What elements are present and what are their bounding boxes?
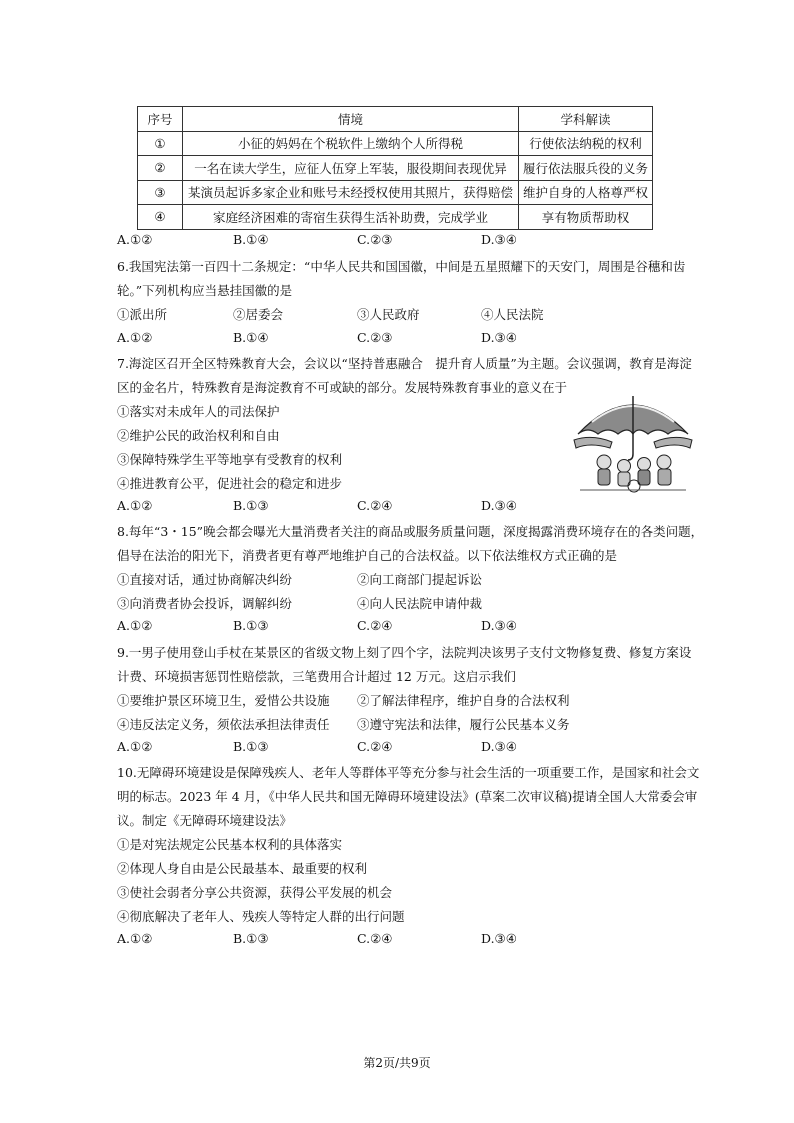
q6-item: ③人民政府 xyxy=(357,307,420,322)
header-cell: 情境 xyxy=(183,107,519,132)
q7-item: ②维护公民的政治权利和自由 xyxy=(117,428,280,443)
table-cell: 行使依法纳税的权利 xyxy=(519,131,653,156)
q9-item: ①要维护景区环境卫生，爱惜公共设施 xyxy=(117,693,330,708)
q10-item: ③使社会弱者分享公共资源，获得公平发展的机会 xyxy=(117,885,393,900)
header-cell: 学科解读 xyxy=(519,107,653,132)
q10-item: ④彻底解决了老年人、残疾人等特定人群的出行问题 xyxy=(117,909,405,924)
q8-item: ③向消费者协会投诉，调解纠纷 xyxy=(117,596,293,611)
q6-option-d: D.③④ xyxy=(481,330,517,345)
q10-stem-line: 10.无障碍环境建设是保障残疾人、老年人等群体平等充分参与社会生活的一项重要工作，是国家和社会文 xyxy=(117,765,700,780)
q10-option-c: C.②④ xyxy=(357,931,393,946)
q8-stem-line: 倡导在法治的阳光下，消费者更有尊严地维护自己的合法权益。以下依法维权方式正确的是 xyxy=(117,548,618,563)
q7-option-d: D.③④ xyxy=(481,498,517,513)
q9-item: ③遵守宪法和法律，履行公民基本义务 xyxy=(357,717,570,732)
q8-item: ④向人民法院申请仲裁 xyxy=(357,596,483,611)
q7-option-c: C.②④ xyxy=(357,498,393,513)
q10-stem-line: 明的标志。2023 年 4 月，《中华人民共和国无障碍环境建设法》(草案二次审议稿)提请全国人大常委会审 xyxy=(117,789,698,804)
q10-option-a: A.①② xyxy=(117,931,153,946)
q10-stem-line: 议。制定《无障碍环境建设法》 xyxy=(117,813,293,828)
q10-item: ②体现人身自由是公民最基本、最重要的权利 xyxy=(117,861,368,876)
q9-option-d: D.③④ xyxy=(481,739,517,754)
q6-stem-line: 6.我国宪法第一百四十二条规定：“中华人民共和国国徽，中间是五星照耀下的天安门，周围是谷穗和齿 xyxy=(117,259,686,274)
table-cell: ③ xyxy=(138,180,183,205)
table-row xyxy=(138,180,653,205)
q7-item: ①落实对未成年人的司法保护 xyxy=(117,404,280,419)
q6-option-b: B.①④ xyxy=(233,330,269,345)
q8-option-d: D.③④ xyxy=(481,618,517,633)
table-cell: 某演员起诉多家企业和账号未经授权使用其照片，获得赔偿 xyxy=(183,180,519,205)
q7-option-a: A.①② xyxy=(117,498,153,513)
table-cell: 小征的妈妈在个税软件上缴纳个人所得税 xyxy=(183,131,519,156)
q8-option-b: B.①③ xyxy=(233,618,269,633)
table-cell: ④ xyxy=(138,205,183,230)
q6-option-a: A.①② xyxy=(117,330,153,345)
q6-stem-line: 轮。”下列机构应当悬挂国徽的是 xyxy=(117,283,293,298)
q10-option-d: D.③④ xyxy=(481,931,517,946)
q8-item: ②向工商部门提起诉讼 xyxy=(357,572,483,587)
q6-item: ①派出所 xyxy=(117,307,168,322)
q9-item: ②了解法律程序，维护自身的合法权利 xyxy=(357,693,570,708)
q6-option-c: C.②③ xyxy=(357,330,393,345)
table-cell: 履行依法服兵役的义务 xyxy=(519,156,653,181)
q10-item: ①是对宪法规定公民基本权利的具体落实 xyxy=(117,837,343,852)
header-cell: 序号 xyxy=(138,107,183,132)
q7-item: ③保障特殊学生平等地享有受教育的权利 xyxy=(117,452,343,467)
table-cell: 一名在读大学生，应征人伍穿上军装，服役期间表现优异 xyxy=(183,156,519,181)
umbrella-children-illustration xyxy=(572,382,694,494)
q5-option-a: A.①② xyxy=(117,232,153,247)
table-row xyxy=(138,156,653,181)
q7-stem-line: 7.海淀区召开全区特殊教育大会，会议以“坚持普惠融合 提升育人质量”为主题。会议强调，教育是海淀 xyxy=(117,356,692,371)
q8-stem-line: 8.每年“3・15”晚会都会曝光大量消费者关注的商品或服务质量问题，深度揭露消费环境存在的各类问题， xyxy=(117,524,704,539)
q7-item: ④推进教育公平，促进社会的稳定和进步 xyxy=(117,476,343,491)
q8-option-c: C.②④ xyxy=(357,618,393,633)
q9-option-c: C.②④ xyxy=(357,739,393,754)
q5-option-c: C.②③ xyxy=(357,232,393,247)
q8-item: ①直接对话，通过协商解决纠纷 xyxy=(117,572,293,587)
scenario-table xyxy=(137,106,653,230)
q9-item: ④违反法定义务，须依法承担法律责任 xyxy=(117,717,330,732)
table-cell: 家庭经济困难的寄宿生获得生活补助费，完成学业 xyxy=(183,205,519,230)
q7-stem-line: 区的金名片，特殊教育是海淀教育不可或缺的部分。发展特殊教育事业的意义在于 xyxy=(117,380,568,395)
q6-item: ②居委会 xyxy=(233,307,284,322)
table-cell: 维护自身的人格尊严权 xyxy=(519,180,653,205)
table-cell: 享有物质帮助权 xyxy=(519,205,653,230)
q9-option-b: B.①③ xyxy=(233,739,269,754)
q10-option-b: B.①③ xyxy=(233,931,269,946)
q8-option-a: A.①② xyxy=(117,618,153,633)
table-row xyxy=(138,131,653,156)
page-footer: 第2页/共9页 xyxy=(363,1056,431,1070)
table-row xyxy=(138,205,653,230)
q7-option-b: B.①③ xyxy=(233,498,269,513)
table-cell: ② xyxy=(138,156,183,181)
q5-option-b: B.①④ xyxy=(233,232,269,247)
table-cell: ① xyxy=(138,131,183,156)
table-header-row xyxy=(138,107,653,132)
q9-stem-line: 计费、环境损害惩罚性赔偿款，三笔费用合计超过 12 万元。这启示我们 xyxy=(117,669,516,684)
q9-stem-line: 9.一男子使用登山手杖在某景区的省级文物上刻了四个字，法院判决该男子支付文物修复费、修复方案设 xyxy=(117,645,692,660)
q6-item: ④人民法院 xyxy=(481,307,544,322)
q5-option-d: D.③④ xyxy=(481,232,517,247)
q9-option-a: A.①② xyxy=(117,739,153,754)
